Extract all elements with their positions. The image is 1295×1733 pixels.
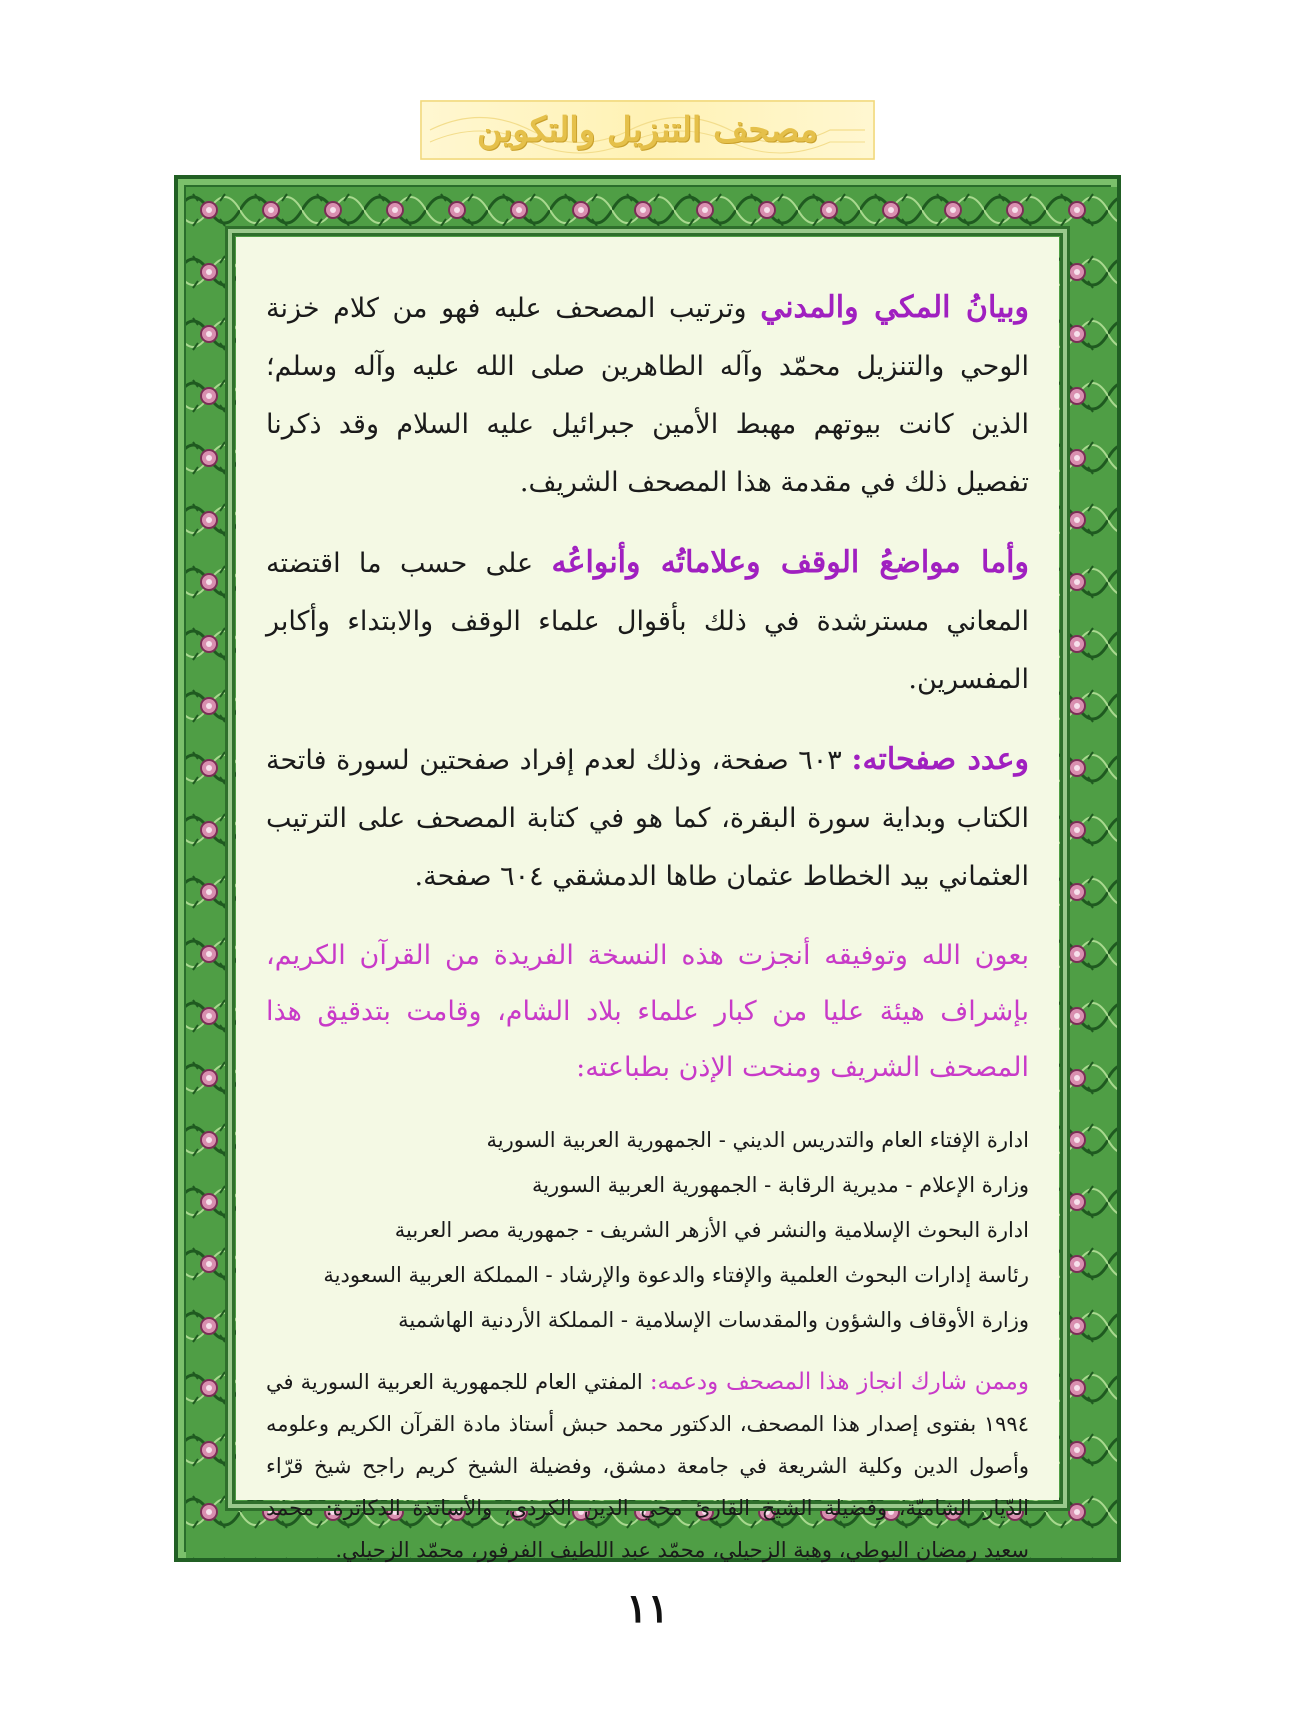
highlight-waqf: وأما مواضعُ الوقف وعلاماتُه وأنواعُه: [551, 545, 1029, 580]
text-makki-madani: وترتيب المصحف عليه فهو من كلام خزنة الوحي والتنزيل محمّد وآله الطاهرين صلى الله عليه وآله وسلم؛ الذين كانت بيوتهم مهبط الأمين جبرائيل عليه السلام وقد ذكرنا تفصيل ذلك في مقدمة هذا المصحف الشريف.: [266, 293, 1029, 498]
list-item: ادارة الإفتاء العام والتدريس الديني - الجمهورية العربية السورية: [486, 1128, 1029, 1152]
paragraph-contributors: [266, 1361, 1029, 1571]
paragraph-completion: بعون الله وتوفيقه أنجزت هذه النسخة الفريدة من القرآن الكريم، بإشراف هيئة عليا من كبار علماء بلاد الشام، وقامت بتدقيق هذا المصحف الشريف ومنحت الإذن بطباعته:: [266, 940, 1029, 1083]
contributors-text: المفتي العام للجمهورية العربية السورية في ١٩٩٤ بفتوى إصدار هذا المصحف، الدكتور محمد حبش أستاذ مادة القرآن الكريم وعلومه وأصول الدين وكلية الشريعة في جامعة دمشق، وفضيلة الشيخ كريم راجح شيخ قرّاء الدّيار الشاميّة، وفضيلة الشيخ القارئ محي الدين الكردي، والأساتذة الدكاترة: محمد سعيد رمضان البوطي، وهبة الزحيلي، محمّد عبد اللطيف الفرفور، محمّد الزحيلي.: [266, 1370, 1029, 1562]
highlight-page-count: وعدد صفحاته:: [851, 742, 1030, 777]
highlight-makki-madani: وبيانُ المكي والمدني: [760, 290, 1029, 325]
page-number: ١١: [626, 1585, 669, 1632]
authority-list: [266, 1118, 1029, 1343]
text-page-count: ٦٠٣ صفحة، وذلك لعدم إفراد صفحتين لسورة فاتحة الكتاب وبداية سورة البقرة، كما هو في كتابة المصحف على الترتيب العثماني بيد الخطاط عثمان طاها الدمشقي ٦٠٤ صفحة.: [266, 745, 1029, 892]
paragraph-page-count: [266, 731, 1029, 906]
paragraph-waqf: [266, 534, 1029, 709]
page-header-title: مصحف التنزيل والتكوين: [477, 110, 818, 150]
list-item: رئاسة إدارات البحوث العلمية والإفتاء والدعوة والإرشاد - المملكة العربية السعودية: [323, 1263, 1029, 1287]
paragraph-makki-madani: [266, 279, 1029, 512]
list-item: ادارة البحوث الإسلامية والنشر في الأزهر الشريف - جمهورية مصر العربية: [394, 1218, 1029, 1242]
list-item: وزارة الإعلام - مديرية الرقابة - الجمهورية العربية السورية: [531, 1173, 1029, 1197]
list-item: وزارة الأوقاف والشؤون والمقدسات الإسلامية - المملكة الأردنية الهاشمية: [398, 1308, 1029, 1332]
page-header-ornament: [420, 100, 875, 160]
content-panel: [236, 237, 1059, 1562]
contributors-lead: وممن شارك انجاز هذا المصحف ودعمه:: [649, 1369, 1029, 1395]
text-waqf: على حسب ما اقتضته المعاني مسترشدة في ذلك بأقوال علماء الوقف والابتداء وأكابر المفسرين.: [266, 548, 1029, 695]
